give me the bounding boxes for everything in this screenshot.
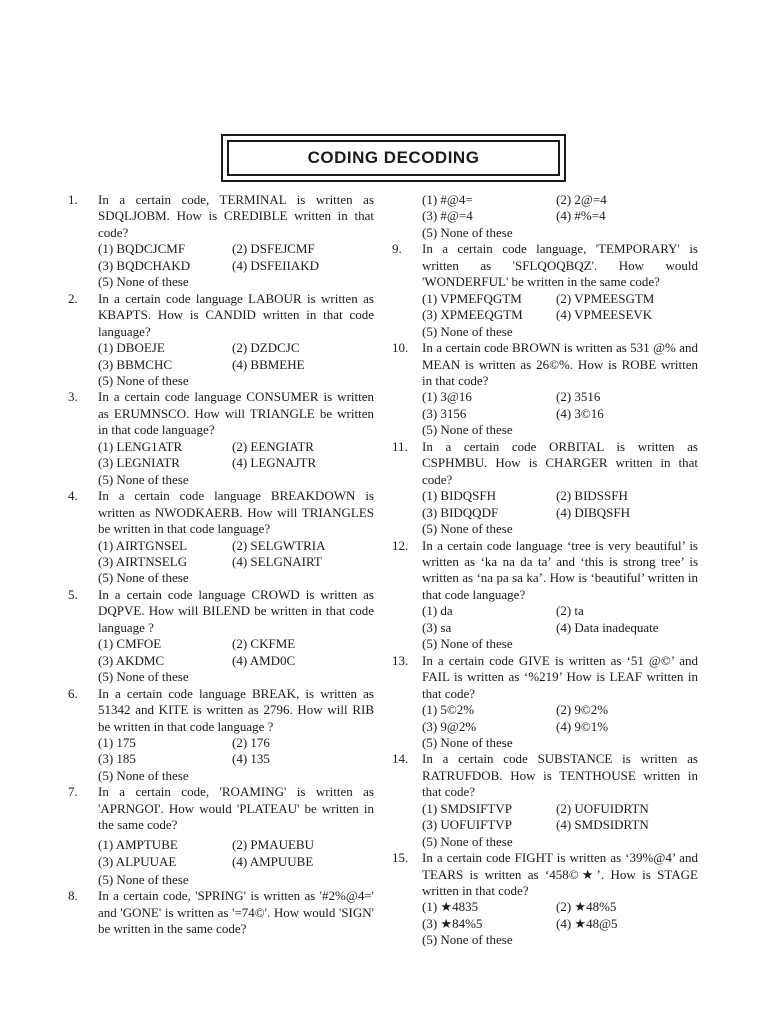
option-4: (4) 3©16 [556,405,604,421]
question-text: In a certain code language, 'TEMPORARY' is written as 'SFLQOQBQZ'. How would 'WONDERFUL' be written in the same code? [422,241,698,290]
question-text: In a certain code language BREAK, is written as 51342 and KITE is written as 2796. How will RIB be written in that code language ? [98,685,374,734]
question-9 [392,241,698,340]
option-5: (5) None of these [98,471,189,487]
question-15 [392,850,698,949]
question-text: In a certain code BROWN is written as 531 @% and MEAN is written as 26©%. How is ROBE written in that code? [422,340,698,388]
options-grid [422,291,698,324]
option-5: (5) None of these [98,871,189,887]
options-grid [98,836,374,871]
option-3: (3) 3156 [422,405,467,421]
question-3 [68,389,374,488]
question-10 [392,340,698,439]
options-grid [98,735,374,768]
option-2: (2) 9©2% [556,702,609,718]
question-text: In a certain code language BREAKDOWN is written as NWODKAERB. How will TRIANGLES be written in that code language? [98,488,374,537]
option-3: (3) sa [422,619,452,635]
option-2: (2) DSFEJCMF [232,241,315,257]
option-5: (5) None of these [422,224,513,240]
option-5: (5) None of these [98,274,189,290]
question-11 [392,439,698,538]
question-12 [392,538,698,653]
question-number: 2. [68,290,78,306]
question-13 [392,653,698,752]
options-grid [422,488,698,521]
option-2: (2) VPMEESGTM [556,290,655,306]
page-title: CODING DECODING [227,140,560,176]
option-1: (1) 175 [98,734,136,750]
option-2: (2) EENGIATR [232,438,314,454]
title-box [221,134,566,182]
option-3: (3) ALPUUAE [98,854,177,870]
option-4: (4) LEGNAJTR [232,455,317,471]
option-2: (2) 3516 [556,389,601,405]
question-5 [68,587,374,686]
option-5: (5) None of these [422,636,513,652]
option-2: (2) ta [556,603,584,619]
question-text: In a certain code SUBSTANCE is written as RATRUFDOB. How is TENTHOUSE written in that code? [422,751,698,800]
option-2: (2) SELGWTRIA [232,537,326,553]
option-2: (2) 2@=4 [556,192,607,207]
option-4: (4) BBMEHE [232,356,305,372]
question-number: 10. [392,340,409,356]
option-3: (3) UOFUIFTVP [422,817,512,833]
option-3: (3) BQDCHAKD [98,257,191,273]
question-1 [68,192,374,291]
options-grid [98,241,374,274]
question-4 [68,488,374,587]
question-2 [68,291,374,390]
option-4: (4) SMDSIDRTN [556,817,649,833]
option-1: (1) #@4= [422,192,473,207]
options-grid [422,603,698,636]
option-4: (4) ★48@5 [556,915,618,931]
option-1: (1) 3@16 [422,389,472,405]
option-3: (3) AKDMC [98,652,165,668]
option-1: (1) BQDCJCMF [98,241,186,257]
question-text: In a certain code language CONSUMER is written as ERUMNSCO. How will TRIANGLE be written in that code language? [98,389,374,438]
option-2: (2) DZDCJC [232,340,300,356]
option-3: (3) 185 [98,751,136,767]
question-text: In a certain code language LABOUR is written as KBAPTS. How is CANDID written in that code language? [98,290,374,339]
question-number: 1. [68,192,78,207]
option-4: (4) DSFEIIAKD [232,257,320,273]
option-3: (3) #@=4 [422,208,473,224]
option-5: (5) None of these [98,372,189,388]
question-text: In a certain code, TERMINAL is written as SDQLJOBM. How is CREDIBLE written in that code? [98,192,374,240]
option-1: (1) AMPTUBE [98,836,178,852]
option-5: (5) None of these [98,570,189,586]
option-4: (4) #%=4 [556,208,606,224]
option-4: (4) SELGNAIRT [232,553,322,569]
option-4: (4) VPMEESEVK [556,307,653,323]
option-4: (4) 9©1% [556,718,609,734]
options-grid [98,538,374,571]
option-2: (2) CKFME [232,636,296,652]
question-number: 6. [68,685,78,701]
question-8-continued [392,192,698,241]
question-number: 7. [68,784,78,800]
option-4: (4) 135 [232,751,270,767]
question-text: In a certain code language ‘tree is very beautiful’ is written as ‘ka na da ta’ and ‘this is strong tree’ is written as ‘na pa sa ka’. How is ‘beautiful’ written in that code language? [422,537,698,602]
option-5: (5) None of these [422,734,513,750]
option-2: (2) ★48%5 [556,899,617,915]
option-5: (5) None of these [98,669,189,685]
option-3: (3) BBMCHC [98,356,173,372]
question-number: 8. [68,888,78,904]
option-1: (1) BIDQSFH [422,488,497,504]
option-1: (1) SMDSIFTVP [422,800,512,816]
option-4: (4) AMPUUBE [232,854,314,870]
option-3: (3) XPMEEQGTM [422,307,523,323]
question-text: In a certain code GIVE is written as ‘51 @©’ and FAIL is written as ‘%219’ How is LEAF written in that code? [422,652,698,701]
option-2: (2) BIDSSFH [556,488,628,504]
option-1: (1) AIRTGNSEL [98,537,188,553]
option-5: (5) None of these [422,833,513,849]
option-4: (4) AMD0C [232,652,296,668]
question-number: 9. [392,241,402,257]
option-1: (1) ★4835 [422,899,479,915]
question-number: 5. [68,586,78,602]
option-2: (2) 176 [232,734,270,750]
option-2: (2) PMAUEBU [232,836,314,852]
options-grid [422,702,698,735]
option-5: (5) None of these [422,521,513,537]
question-text: In a certain code, 'SPRING' is written as '#2%@4=' and 'GONE' is written as '=74©'. How would 'SIGN' be written in the same code? [98,888,374,937]
option-3: (3) LEGNIATR [98,455,180,471]
option-4: (4) Data inadequate [556,619,659,635]
options-grid [98,340,374,373]
option-5: (5) None of these [422,932,513,948]
question-number: 13. [392,652,409,668]
option-1: (1) DBOEJE [98,340,165,356]
right-column [392,192,698,949]
question-6 [68,686,374,785]
question-number: 11. [392,438,408,454]
option-4: (4) DIBQSFH [556,504,631,520]
question-text: In a certain code language CROWD is written as DQPVE. How will BILEND be written in that code language ? [98,586,374,635]
question-7 [68,784,374,888]
question-text: In a certain code ORBITAL is written as CSPHMBU. How is CHARGER written in that code? [422,438,698,487]
question-number: 4. [68,488,78,504]
left-column [68,192,374,938]
options-grid [422,801,698,834]
option-1: (1) CMFOE [98,636,162,652]
question-14 [392,751,698,850]
question-number: 14. [392,751,409,767]
option-3: (3) ★84%5 [422,915,483,931]
option-1: (1) 5©2% [422,702,475,718]
question-number: 12. [392,537,409,553]
option-5: (5) None of these [422,323,513,339]
options-grid [98,439,374,472]
option-1: (1) VPMEFQGTM [422,290,522,306]
option-3: (3) BIDQQDF [422,504,499,520]
options-grid [98,636,374,669]
question-number: 15. [392,850,409,866]
question-text: In a certain code FIGHT is written as ‘39%@4’ and TEARS is written as ‘458©★’. How is STAGE written in that code? [422,850,698,899]
option-3: (3) 9@2% [422,718,477,734]
option-1: (1) LENG1ATR [98,438,183,454]
option-5: (5) None of these [98,767,189,783]
question-number: 3. [68,389,78,405]
options-grid [422,192,698,225]
option-2: (2) UOFUIDRTN [556,800,649,816]
question-text: In a certain code, 'ROAMING' is written as 'APRNGOI'. How would 'PLATEAU' be written in the same code? [98,784,374,833]
option-1: (1) da [422,603,453,619]
question-8 [68,888,374,937]
options-grid [422,899,698,932]
option-5: (5) None of these [422,422,513,438]
options-grid [422,389,698,422]
option-3: (3) AIRTNSELG [98,553,188,569]
